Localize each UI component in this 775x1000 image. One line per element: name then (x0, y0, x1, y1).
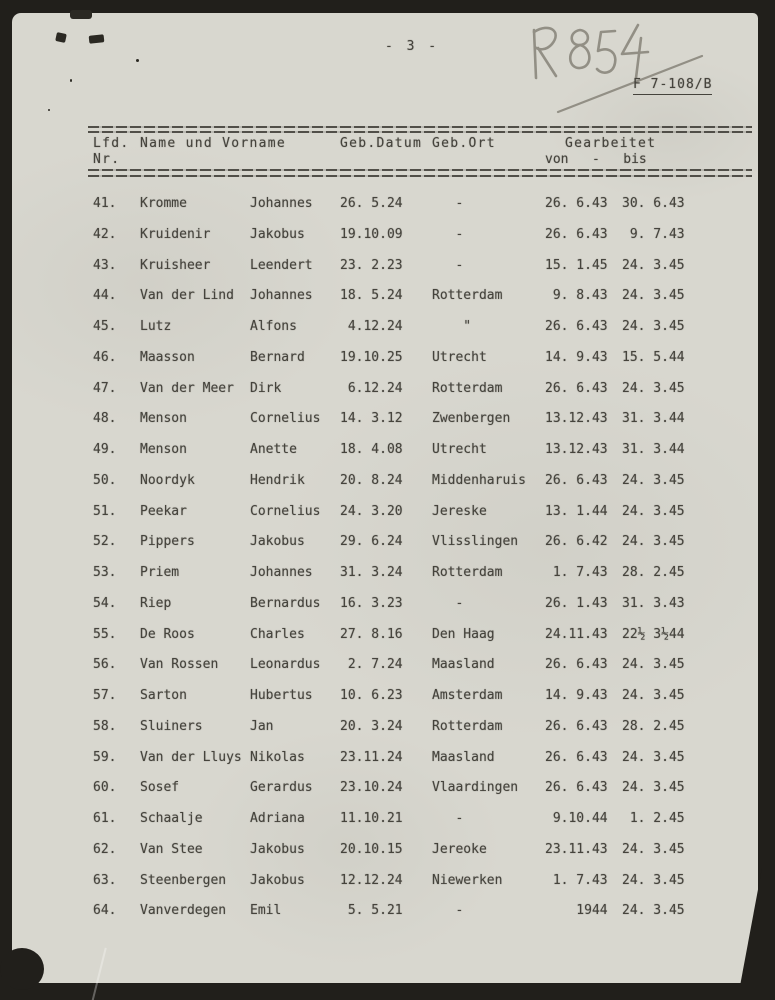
birth-date: 31. 3.24 (340, 565, 403, 580)
worked-until: 24. 3.45 (622, 534, 685, 550)
birth-place: Den Haag (432, 626, 495, 642)
birth-place: Rotterdam (432, 288, 503, 304)
ink-speck (55, 32, 67, 43)
first-name: Jakobus (250, 226, 305, 242)
birth-date: 11.10.21 (340, 811, 403, 826)
row-number: 45. (93, 319, 117, 334)
row-number: 63. (93, 872, 117, 888)
surname: Sosef (140, 780, 180, 796)
first-name: Gerardus (250, 780, 313, 796)
surname: Menson (140, 442, 187, 457)
birth-date: 26. 5.24 (340, 196, 403, 211)
worked-from: 13.12.43 (545, 411, 608, 427)
worked-from: 26. 6.43 (545, 657, 608, 673)
birth-date: 19.10.09 (340, 226, 403, 242)
first-name: Cornelius (250, 411, 321, 427)
document-reference: F 7-108/B (633, 78, 712, 95)
birth-place: Niewerken (432, 872, 503, 888)
row-number: 41. (93, 196, 117, 211)
row-number: 58. (93, 718, 117, 734)
table-row (0, 870, 775, 901)
surname: Noordyk (140, 472, 195, 488)
birth-place: Utrecht (432, 442, 487, 457)
row-number: 44. (93, 288, 117, 304)
birth-date: 20. 8.24 (340, 472, 403, 488)
birth-place: Rotterdam (432, 380, 503, 396)
table-row (0, 808, 775, 839)
worked-from: 26. 6.43 (545, 380, 608, 396)
birth-place: " (432, 319, 472, 334)
worked-from: 9.10.44 (545, 811, 608, 826)
birth-date: 20. 3.24 (340, 718, 403, 734)
ink-speck (89, 34, 105, 44)
ink-speck (70, 10, 92, 19)
row-number: 53. (93, 565, 117, 580)
worked-until: 28. 2.45 (622, 718, 685, 734)
first-name: Johannes (250, 288, 313, 304)
table-row (0, 531, 775, 562)
birth-date: 12.12.24 (340, 872, 403, 888)
birth-date: 20.10.15 (340, 841, 403, 857)
table-row (0, 193, 775, 224)
worked-from: 13.12.43 (545, 442, 608, 457)
worked-from: 26. 6.43 (545, 749, 608, 765)
surname: Kruidenir (140, 226, 211, 242)
column-header-nr: Nr. (93, 152, 121, 167)
first-name: Nikolas (250, 749, 305, 765)
surname: Pippers (140, 534, 195, 550)
worked-until: 31. 3.44 (622, 442, 685, 457)
surname: Schaalje (140, 811, 203, 826)
row-number: 61. (93, 811, 117, 826)
surname: Lutz (140, 319, 172, 334)
row-number: 55. (93, 626, 117, 642)
table-row (0, 716, 775, 747)
worked-until: 30. 6.43 (622, 196, 685, 211)
birth-place: Jereoke (432, 841, 487, 857)
table-row (0, 255, 775, 286)
surname: Van der Lluys (140, 749, 242, 765)
first-name: Charles (250, 626, 305, 642)
worked-until: 24. 3.45 (622, 780, 685, 796)
row-number: 54. (93, 595, 117, 611)
worked-from: 26. 6.43 (545, 718, 608, 734)
worked-until: 31. 3.44 (622, 411, 685, 427)
birth-date: 18. 4.08 (340, 442, 403, 457)
birth-place: Middenharuis (432, 472, 526, 488)
first-name: Jakobus (250, 841, 305, 857)
worked-from: 26. 1.43 (545, 595, 608, 611)
surname: Menson (140, 411, 187, 427)
surname: Riep (140, 595, 172, 611)
birth-place: Maasland (432, 657, 495, 673)
first-name: Leendert (250, 257, 313, 273)
column-header-name: Name und Vorname (140, 136, 287, 151)
first-name: Anette (250, 442, 297, 457)
table-rule-header-bottom (88, 169, 752, 171)
surname: Van Stee (140, 841, 203, 857)
handwritten-reference (500, 18, 730, 133)
worked-from: 26. 6.43 (545, 319, 608, 334)
worked-until: 22½ 3½44 (622, 626, 685, 642)
row-number: 43. (93, 257, 117, 273)
table-row (0, 747, 775, 778)
row-number: 56. (93, 657, 117, 673)
table-row (0, 316, 775, 347)
birth-place: - (432, 595, 464, 611)
ink-speck (70, 79, 72, 82)
worked-from: 14. 9.43 (545, 688, 608, 703)
pencil-writing-icon (500, 18, 730, 133)
birth-place: - (432, 903, 464, 919)
worked-until: 24. 3.45 (622, 749, 685, 765)
first-name: Alfons (250, 319, 297, 334)
table-row (0, 624, 775, 655)
table-rule-top (88, 126, 752, 128)
column-header-lfd: Lfd. (93, 136, 130, 151)
worked-until: 24. 3.45 (622, 841, 685, 857)
table-row (0, 408, 775, 439)
surname: Priem (140, 565, 180, 580)
row-number: 64. (93, 903, 117, 919)
worked-from: 26. 6.42 (545, 534, 608, 550)
surname: Vanverdegen (140, 903, 227, 919)
table-row (0, 224, 775, 255)
page-number: - 3 - (385, 39, 440, 54)
first-name: Emil (250, 903, 282, 919)
table-row (0, 439, 775, 470)
worked-from: 26. 6.43 (545, 780, 608, 796)
surname: Maasson (140, 349, 195, 365)
table-row (0, 562, 775, 593)
surname: Van der Meer (140, 380, 234, 396)
birth-place: Rotterdam (432, 565, 503, 580)
column-header-gearbeitet: Gearbeitet (565, 136, 657, 151)
birth-date: 23.11.24 (340, 749, 403, 765)
table-row (0, 777, 775, 808)
row-number: 60. (93, 780, 117, 796)
row-number: 47. (93, 380, 117, 396)
worked-from: 23.11.43 (545, 841, 608, 857)
worked-until: 24. 3.45 (622, 257, 685, 273)
birth-date: 5. 5.21 (340, 903, 403, 919)
worked-until: 24. 3.45 (622, 688, 685, 703)
birth-date: 24. 3.20 (340, 503, 403, 519)
row-number: 49. (93, 442, 117, 457)
birth-date: 4.12.24 (340, 319, 403, 334)
birth-place: Amsterdam (432, 688, 503, 703)
table-row (0, 900, 775, 931)
birth-place: Vlaardingen (432, 780, 519, 796)
surname: Steenbergen (140, 872, 227, 888)
first-name: Cornelius (250, 503, 321, 519)
row-number: 42. (93, 226, 117, 242)
first-name: Hubertus (250, 688, 313, 703)
table-row (0, 593, 775, 624)
row-number: 51. (93, 503, 117, 519)
table-rows (0, 193, 775, 931)
birth-date: 16. 3.23 (340, 595, 403, 611)
surname: Van Rossen (140, 657, 219, 673)
table-row (0, 285, 775, 316)
row-number: 46. (93, 349, 117, 365)
birth-place: Vlisslingen (432, 534, 519, 550)
table-row (0, 839, 775, 870)
first-name: Johannes (250, 565, 313, 580)
worked-until: 24. 3.45 (622, 380, 685, 396)
surname: Van der Lind (140, 288, 234, 304)
table-row (0, 347, 775, 378)
first-name: Bernard (250, 349, 305, 365)
surname: Kruisheer (140, 257, 211, 273)
worked-until: 24. 3.45 (622, 472, 685, 488)
worked-until: 24. 3.45 (622, 657, 685, 673)
worked-from: 24.11.43 (545, 626, 608, 642)
worked-from: 26. 6.43 (545, 226, 608, 242)
surname: De Roos (140, 626, 195, 642)
worked-from: 26. 6.43 (545, 196, 608, 211)
ink-speck (136, 59, 139, 62)
worked-until: 1. 2.45 (622, 811, 685, 826)
first-name: Hendrik (250, 472, 305, 488)
ink-speck (48, 109, 50, 111)
table-rule-header-bottom (88, 175, 752, 177)
worked-from: 1944 (545, 903, 608, 919)
worked-until: 24. 3.45 (622, 503, 685, 519)
worked-from: 15. 1.45 (545, 257, 608, 273)
first-name: Bernardus (250, 595, 321, 611)
birth-date: 27. 8.16 (340, 626, 403, 642)
birth-place: Rotterdam (432, 718, 503, 734)
birth-place: - (432, 196, 464, 211)
birth-date: 10. 6.23 (340, 688, 403, 703)
birth-date: 23.10.24 (340, 780, 403, 796)
first-name: Leonardus (250, 657, 321, 673)
worked-until: 24. 3.45 (622, 903, 685, 919)
table-row (0, 685, 775, 716)
worked-from: 9. 8.43 (545, 288, 608, 304)
first-name: Johannes (250, 196, 313, 211)
table-row (0, 501, 775, 532)
birth-place: Jereske (432, 503, 487, 519)
paper-crease (91, 948, 106, 1000)
birth-place: - (432, 226, 464, 242)
worked-until: 24. 3.45 (622, 872, 685, 888)
birth-date: 29. 6.24 (340, 534, 403, 550)
worked-until: 31. 3.43 (622, 595, 685, 611)
birth-place: Maasland (432, 749, 495, 765)
row-number: 52. (93, 534, 117, 550)
row-number: 59. (93, 749, 117, 765)
birth-date: 19.10.25 (340, 349, 403, 365)
worked-until: 28. 2.45 (622, 565, 685, 580)
column-header-geb-ort: Geb.Ort (432, 136, 496, 151)
surname: Peekar (140, 503, 187, 519)
birth-date: 18. 5.24 (340, 288, 403, 304)
worked-from: 1. 7.43 (545, 872, 608, 888)
row-number: 48. (93, 411, 117, 427)
table-row (0, 378, 775, 409)
worked-until: 9. 7.43 (622, 226, 685, 242)
column-header-von-bis: von - bis (545, 152, 647, 167)
first-name: Jan (250, 718, 274, 734)
surname: Kromme (140, 196, 187, 211)
surname: Sluiners (140, 718, 203, 734)
column-header-geb-datum: Geb.Datum (340, 136, 423, 151)
table-row (0, 470, 775, 501)
table-rule-top (88, 131, 752, 133)
worked-until: 24. 3.45 (622, 288, 685, 304)
worked-until: 15. 5.44 (622, 349, 685, 365)
worked-from: 14. 9.43 (545, 349, 608, 365)
birth-place: - (432, 811, 464, 826)
birth-date: 14. 3.12 (340, 411, 403, 427)
birth-date: 2. 7.24 (340, 657, 403, 673)
birth-place: - (432, 257, 464, 273)
worked-from: 13. 1.44 (545, 503, 608, 519)
birth-place: Utrecht (432, 349, 487, 365)
row-number: 62. (93, 841, 117, 857)
row-number: 57. (93, 688, 117, 703)
first-name: Adriana (250, 811, 305, 826)
table-row (0, 654, 775, 685)
worked-until: 24. 3.45 (622, 319, 685, 334)
first-name: Dirk (250, 380, 282, 396)
first-name: Jakobus (250, 534, 305, 550)
birth-date: 23. 2.23 (340, 257, 403, 273)
worked-from: 26. 6.43 (545, 472, 608, 488)
torn-corner (0, 948, 44, 990)
worked-from: 1. 7.43 (545, 565, 608, 580)
row-number: 50. (93, 472, 117, 488)
birth-date: 6.12.24 (340, 380, 403, 396)
surname: Sarton (140, 688, 187, 703)
first-name: Jakobus (250, 872, 305, 888)
birth-place: Zwenbergen (432, 411, 511, 427)
